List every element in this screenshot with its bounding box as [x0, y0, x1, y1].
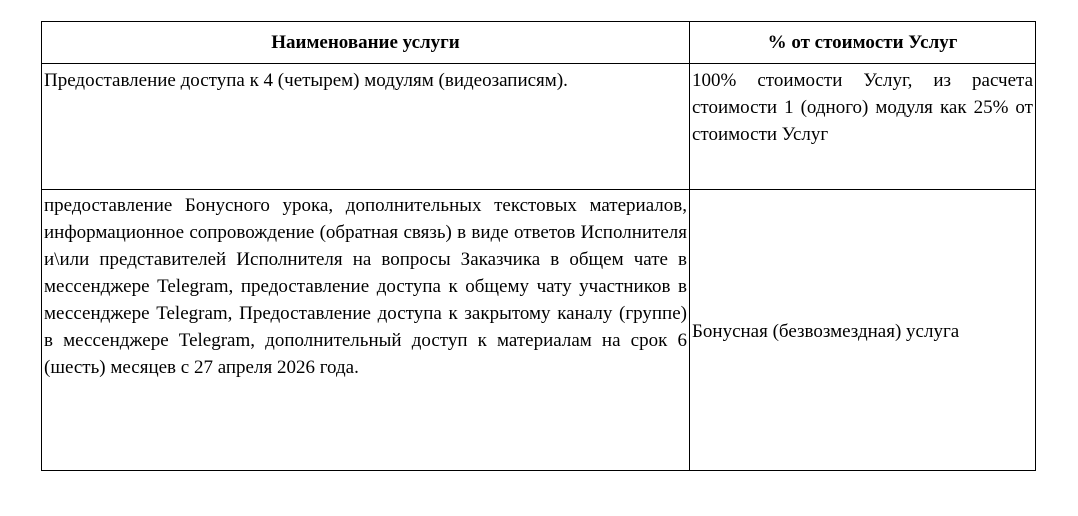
header-percent-of-cost: % от стоимости Услуг	[690, 22, 1036, 64]
service-percent-cell: 100% стоимости Услуг, из расчета стоимости 1 (одного) модуля как 25% от стоимости Услуг	[690, 64, 1036, 190]
header-service-name: Наименование услуги	[42, 22, 690, 64]
service-name-cell: Предоставление доступа к 4 (четырем) модулям (видеозаписям).	[42, 64, 690, 190]
table-header-row	[42, 22, 1036, 64]
service-name-cell: предоставление Бонусного урока, дополнительных текстовых материалов, информационное сопровождение (обратная связь) в виде ответов Исполнителя и\или представителей Исполнителя на вопросы Заказчика в общем чате в мессенджере Telegram, предоставление доступа к общему чату участников в мессенджере Telegram, Предоставление доступа к закрытому каналу (группе) в мессенджере Telegram, дополнительный доступ к материалам на срок 6 (шесть) месяцев с 27 апреля 2026 года.	[42, 190, 690, 471]
services-table	[41, 21, 1036, 471]
table-row	[42, 64, 1036, 190]
table-row	[42, 190, 1036, 471]
service-percent-cell: Бонусная (безвозмездная) услуга	[690, 190, 1036, 471]
